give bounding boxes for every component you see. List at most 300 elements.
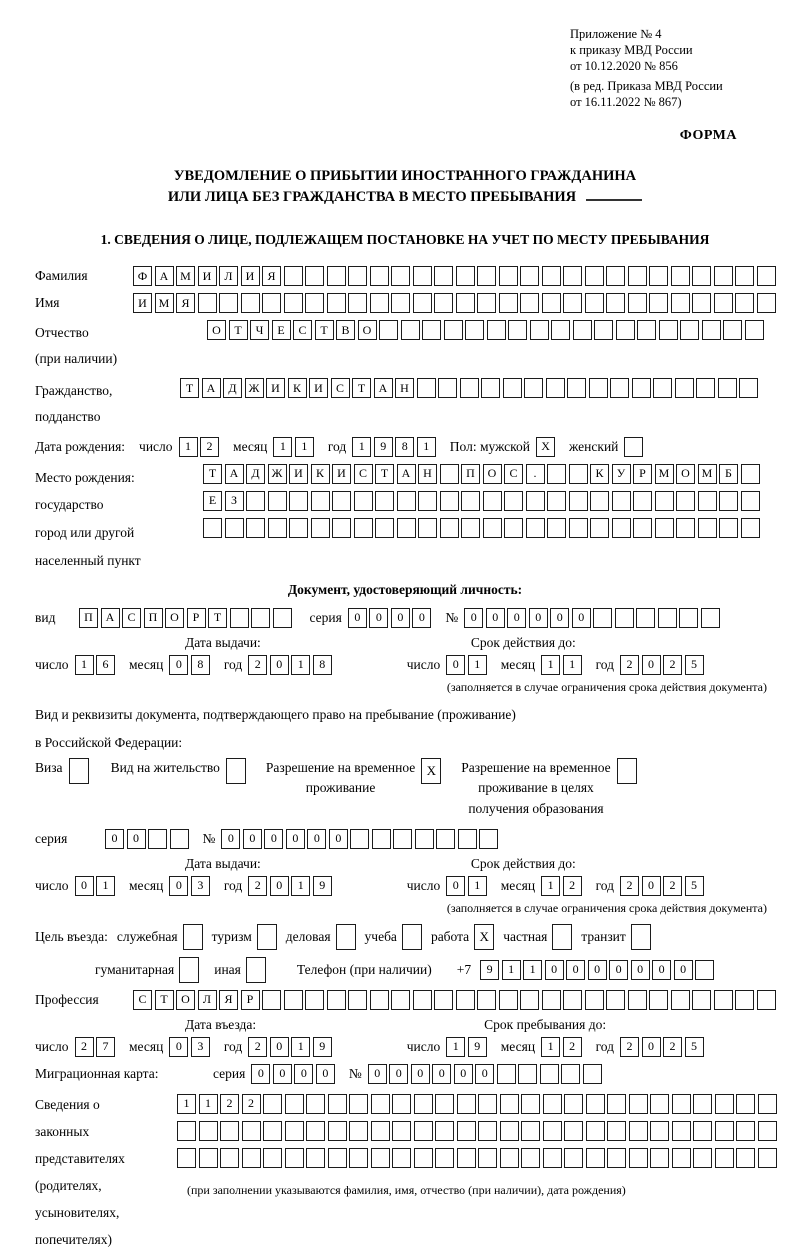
- char-cell[interactable]: Н: [418, 464, 437, 484]
- char-cell[interactable]: [438, 378, 457, 398]
- char-cell[interactable]: 0: [307, 829, 326, 849]
- char-cell[interactable]: [328, 1121, 347, 1141]
- char-cell[interactable]: 3: [191, 1037, 210, 1057]
- char-cell[interactable]: 1: [352, 437, 371, 457]
- char-cell[interactable]: [547, 464, 566, 484]
- char-cell[interactable]: 0: [251, 1064, 270, 1084]
- char-cell[interactable]: [585, 266, 604, 286]
- char-cell[interactable]: 1: [523, 960, 542, 980]
- char-cell[interactable]: [628, 990, 647, 1010]
- residence-permit-checkbox[interactable]: [226, 758, 246, 784]
- char-cell[interactable]: [607, 1121, 626, 1141]
- char-cell[interactable]: [610, 378, 629, 398]
- char-cell[interactable]: [350, 829, 369, 849]
- char-cell[interactable]: [262, 990, 281, 1010]
- char-cell[interactable]: [246, 957, 266, 983]
- char-cell[interactable]: 3: [191, 876, 210, 896]
- char-cell[interactable]: 0: [674, 960, 693, 980]
- char-cell[interactable]: 2: [663, 655, 682, 675]
- char-cell[interactable]: Т: [208, 608, 227, 628]
- char-cell[interactable]: 0: [507, 608, 526, 628]
- char-cell[interactable]: [564, 1121, 583, 1141]
- char-cell[interactable]: [607, 1094, 626, 1114]
- birth-year-field[interactable]: [352, 437, 436, 457]
- char-cell[interactable]: [499, 293, 518, 313]
- char-cell[interactable]: [672, 1121, 691, 1141]
- char-cell[interactable]: [289, 491, 308, 511]
- char-cell[interactable]: [736, 1094, 755, 1114]
- char-cell[interactable]: [655, 491, 674, 511]
- char-cell[interactable]: [371, 1148, 390, 1168]
- char-cell[interactable]: [569, 491, 588, 511]
- char-cell[interactable]: [500, 1148, 519, 1168]
- char-cell[interactable]: Т: [229, 320, 248, 340]
- char-cell[interactable]: 0: [454, 1064, 473, 1084]
- char-cell[interactable]: [284, 266, 303, 286]
- char-cell[interactable]: [723, 320, 742, 340]
- char-cell[interactable]: 0: [389, 1064, 408, 1084]
- temp-res-checkbox[interactable]: [421, 758, 441, 784]
- char-cell[interactable]: [199, 1148, 218, 1168]
- char-cell[interactable]: [311, 518, 330, 538]
- char-cell[interactable]: 0: [105, 829, 124, 849]
- id-issue-day-field[interactable]: [75, 655, 116, 675]
- char-cell[interactable]: [414, 1094, 433, 1114]
- char-cell[interactable]: [397, 491, 416, 511]
- char-cell[interactable]: [567, 378, 586, 398]
- char-cell[interactable]: 0: [270, 876, 289, 896]
- char-cell[interactable]: [563, 990, 582, 1010]
- char-cell[interactable]: 0: [464, 608, 483, 628]
- char-cell[interactable]: [457, 1094, 476, 1114]
- char-cell[interactable]: [714, 293, 733, 313]
- char-cell[interactable]: [379, 320, 398, 340]
- char-cell[interactable]: Е: [272, 320, 291, 340]
- char-cell[interactable]: [631, 924, 651, 950]
- char-cell[interactable]: [375, 518, 394, 538]
- char-cell[interactable]: М: [155, 293, 174, 313]
- char-cell[interactable]: Ч: [250, 320, 269, 340]
- char-cell[interactable]: .: [526, 464, 545, 484]
- char-cell[interactable]: [306, 1121, 325, 1141]
- char-cell[interactable]: [284, 990, 303, 1010]
- char-cell[interactable]: 0: [127, 829, 146, 849]
- char-cell[interactable]: О: [483, 464, 502, 484]
- char-cell[interactable]: С: [331, 378, 350, 398]
- char-cell[interactable]: К: [288, 378, 307, 398]
- sex-male-checkbox[interactable]: [536, 437, 555, 457]
- stay-month-field[interactable]: [541, 1037, 582, 1057]
- char-cell[interactable]: С: [354, 464, 373, 484]
- char-cell[interactable]: [629, 1121, 648, 1141]
- char-cell[interactable]: 0: [75, 876, 94, 896]
- char-cell[interactable]: А: [101, 608, 120, 628]
- char-cell[interactable]: [715, 1094, 734, 1114]
- char-cell[interactable]: [714, 990, 733, 1010]
- char-cell[interactable]: [392, 1094, 411, 1114]
- char-cell[interactable]: [242, 1121, 261, 1141]
- char-cell[interactable]: 9: [313, 876, 332, 896]
- char-cell[interactable]: [354, 491, 373, 511]
- char-cell[interactable]: 0: [411, 1064, 430, 1084]
- res-issue-day-field[interactable]: [75, 876, 116, 896]
- char-cell[interactable]: [590, 518, 609, 538]
- id-issue-year-field[interactable]: [248, 655, 332, 675]
- char-cell[interactable]: [219, 293, 238, 313]
- entry-day-field[interactable]: [75, 1037, 116, 1057]
- char-cell[interactable]: 0: [169, 655, 188, 675]
- char-cell[interactable]: [183, 924, 203, 950]
- char-cell[interactable]: 1: [291, 876, 310, 896]
- char-cell[interactable]: [456, 266, 475, 286]
- char-cell[interactable]: И: [289, 464, 308, 484]
- char-cell[interactable]: 0: [348, 608, 367, 628]
- char-cell[interactable]: 0: [642, 655, 661, 675]
- char-cell[interactable]: [246, 518, 265, 538]
- char-cell[interactable]: [348, 266, 367, 286]
- char-cell[interactable]: [546, 378, 565, 398]
- char-cell[interactable]: А: [155, 266, 174, 286]
- char-cell[interactable]: 0: [446, 655, 465, 675]
- char-cell[interactable]: [521, 1121, 540, 1141]
- char-cell[interactable]: [551, 320, 570, 340]
- char-cell[interactable]: [328, 1148, 347, 1168]
- business-checkbox[interactable]: [336, 924, 356, 950]
- char-cell[interactable]: [478, 1148, 497, 1168]
- surname-field[interactable]: [133, 266, 776, 286]
- char-cell[interactable]: [698, 491, 717, 511]
- char-cell[interactable]: [349, 1148, 368, 1168]
- char-cell[interactable]: 0: [412, 608, 431, 628]
- char-cell[interactable]: [606, 293, 625, 313]
- mig-series-field[interactable]: [251, 1064, 335, 1084]
- char-cell[interactable]: [547, 518, 566, 538]
- char-cell[interactable]: [563, 266, 582, 286]
- char-cell[interactable]: А: [225, 464, 244, 484]
- char-cell[interactable]: [606, 990, 625, 1010]
- char-cell[interactable]: [629, 1148, 648, 1168]
- char-cell[interactable]: [500, 1121, 519, 1141]
- char-cell[interactable]: X: [536, 437, 555, 457]
- char-cell[interactable]: [633, 491, 652, 511]
- char-cell[interactable]: 1: [541, 876, 560, 896]
- phone-field[interactable]: [480, 960, 714, 980]
- other-checkbox[interactable]: [246, 957, 266, 983]
- char-cell[interactable]: [585, 990, 604, 1010]
- char-cell[interactable]: Я: [262, 266, 281, 286]
- citizenship-field[interactable]: [180, 378, 758, 398]
- char-cell[interactable]: [543, 1148, 562, 1168]
- char-cell[interactable]: [655, 518, 674, 538]
- char-cell[interactable]: X: [474, 924, 494, 950]
- char-cell[interactable]: [629, 1094, 648, 1114]
- char-cell[interactable]: [478, 1094, 497, 1114]
- char-cell[interactable]: [741, 518, 760, 538]
- char-cell[interactable]: [435, 1094, 454, 1114]
- char-cell[interactable]: 0: [550, 608, 569, 628]
- char-cell[interactable]: [735, 293, 754, 313]
- char-cell[interactable]: [573, 320, 592, 340]
- char-cell[interactable]: [526, 518, 545, 538]
- res-valid-year-field[interactable]: [620, 876, 704, 896]
- char-cell[interactable]: 0: [545, 960, 564, 980]
- char-cell[interactable]: [372, 829, 391, 849]
- char-cell[interactable]: [633, 518, 652, 538]
- char-cell[interactable]: [327, 990, 346, 1010]
- char-cell[interactable]: [530, 320, 549, 340]
- humanitarian-checkbox[interactable]: [179, 957, 199, 983]
- char-cell[interactable]: 9: [313, 1037, 332, 1057]
- char-cell[interactable]: 1: [295, 437, 314, 457]
- char-cell[interactable]: [714, 266, 733, 286]
- char-cell[interactable]: 0: [273, 1064, 292, 1084]
- visa-checkbox[interactable]: [69, 758, 89, 784]
- char-cell[interactable]: 8: [191, 655, 210, 675]
- char-cell[interactable]: [632, 378, 651, 398]
- char-cell[interactable]: [413, 293, 432, 313]
- char-cell[interactable]: Р: [241, 990, 260, 1010]
- char-cell[interactable]: С: [122, 608, 141, 628]
- char-cell[interactable]: [246, 491, 265, 511]
- char-cell[interactable]: 2: [248, 1037, 267, 1057]
- entry-month-field[interactable]: [169, 1037, 210, 1057]
- char-cell[interactable]: И: [133, 293, 152, 313]
- char-cell[interactable]: [612, 491, 631, 511]
- char-cell[interactable]: [349, 1121, 368, 1141]
- char-cell[interactable]: 2: [620, 655, 639, 675]
- char-cell[interactable]: 0: [368, 1064, 387, 1084]
- char-cell[interactable]: 1: [179, 437, 198, 457]
- char-cell[interactable]: [741, 464, 760, 484]
- char-cell[interactable]: [616, 320, 635, 340]
- char-cell[interactable]: [586, 1148, 605, 1168]
- char-cell[interactable]: [354, 518, 373, 538]
- char-cell[interactable]: [671, 266, 690, 286]
- char-cell[interactable]: [327, 293, 346, 313]
- char-cell[interactable]: [693, 1121, 712, 1141]
- char-cell[interactable]: 5: [685, 876, 704, 896]
- char-cell[interactable]: [241, 293, 260, 313]
- char-cell[interactable]: [305, 293, 324, 313]
- char-cell[interactable]: [524, 378, 543, 398]
- char-cell[interactable]: [736, 1148, 755, 1168]
- char-cell[interactable]: О: [176, 990, 195, 1010]
- char-cell[interactable]: [520, 266, 539, 286]
- char-cell[interactable]: [540, 1064, 559, 1084]
- birth-day-field[interactable]: [179, 437, 220, 457]
- char-cell[interactable]: [349, 1094, 368, 1114]
- char-cell[interactable]: [653, 378, 672, 398]
- stay-day-field[interactable]: [446, 1037, 487, 1057]
- official-checkbox[interactable]: [183, 924, 203, 950]
- res-series-field[interactable]: [105, 829, 189, 849]
- char-cell[interactable]: [413, 266, 432, 286]
- char-cell[interactable]: [542, 266, 561, 286]
- char-cell[interactable]: 0: [572, 608, 591, 628]
- res-number-field[interactable]: [221, 829, 498, 849]
- char-cell[interactable]: 2: [563, 1037, 582, 1057]
- char-cell[interactable]: С: [293, 320, 312, 340]
- char-cell[interactable]: 0: [529, 608, 548, 628]
- char-cell[interactable]: X: [421, 758, 441, 784]
- birth-month-field[interactable]: [273, 437, 314, 457]
- id-valid-year-field[interactable]: [620, 655, 704, 675]
- char-cell[interactable]: [327, 266, 346, 286]
- char-cell[interactable]: [225, 518, 244, 538]
- char-cell[interactable]: [526, 491, 545, 511]
- res-issue-year-field[interactable]: [248, 876, 332, 896]
- char-cell[interactable]: 1: [177, 1094, 196, 1114]
- char-cell[interactable]: 0: [391, 608, 410, 628]
- char-cell[interactable]: [702, 320, 721, 340]
- char-cell[interactable]: [612, 518, 631, 538]
- char-cell[interactable]: 1: [199, 1094, 218, 1114]
- char-cell[interactable]: [698, 518, 717, 538]
- char-cell[interactable]: [257, 924, 277, 950]
- char-cell[interactable]: [414, 1121, 433, 1141]
- char-cell[interactable]: [504, 491, 523, 511]
- mig-number-field[interactable]: [368, 1064, 602, 1084]
- char-cell[interactable]: Т: [203, 464, 222, 484]
- study-checkbox[interactable]: [402, 924, 422, 950]
- char-cell[interactable]: [483, 491, 502, 511]
- char-cell[interactable]: 2: [620, 1037, 639, 1057]
- char-cell[interactable]: 2: [75, 1037, 94, 1057]
- char-cell[interactable]: [542, 293, 561, 313]
- char-cell[interactable]: [736, 1121, 755, 1141]
- char-cell[interactable]: [649, 266, 668, 286]
- char-cell[interactable]: [692, 266, 711, 286]
- name-field[interactable]: [133, 293, 776, 313]
- char-cell[interactable]: 0: [270, 1037, 289, 1057]
- char-cell[interactable]: [483, 518, 502, 538]
- char-cell[interactable]: [285, 1121, 304, 1141]
- char-cell[interactable]: 0: [652, 960, 671, 980]
- char-cell[interactable]: [435, 1148, 454, 1168]
- char-cell[interactable]: 0: [369, 608, 388, 628]
- char-cell[interactable]: [757, 266, 776, 286]
- char-cell[interactable]: [393, 829, 412, 849]
- char-cell[interactable]: [547, 491, 566, 511]
- tourism-checkbox[interactable]: [257, 924, 277, 950]
- char-cell[interactable]: [263, 1148, 282, 1168]
- char-cell[interactable]: [741, 491, 760, 511]
- char-cell[interactable]: [758, 1121, 777, 1141]
- char-cell[interactable]: 1: [75, 655, 94, 675]
- char-cell[interactable]: [370, 266, 389, 286]
- char-cell[interactable]: 1: [291, 1037, 310, 1057]
- char-cell[interactable]: [617, 758, 637, 784]
- char-cell[interactable]: 0: [432, 1064, 451, 1084]
- char-cell[interactable]: [402, 924, 422, 950]
- char-cell[interactable]: 2: [242, 1094, 261, 1114]
- char-cell[interactable]: [273, 608, 292, 628]
- char-cell[interactable]: О: [676, 464, 695, 484]
- char-cell[interactable]: [606, 266, 625, 286]
- char-cell[interactable]: [715, 1148, 734, 1168]
- char-cell[interactable]: [285, 1094, 304, 1114]
- char-cell[interactable]: [226, 758, 246, 784]
- char-cell[interactable]: [220, 1148, 239, 1168]
- char-cell[interactable]: Д: [246, 464, 265, 484]
- patronymic-field[interactable]: [207, 320, 764, 340]
- char-cell[interactable]: [586, 1094, 605, 1114]
- char-cell[interactable]: [306, 1094, 325, 1114]
- char-cell[interactable]: [758, 1148, 777, 1168]
- char-cell[interactable]: [348, 293, 367, 313]
- private-checkbox[interactable]: [552, 924, 572, 950]
- char-cell[interactable]: Р: [187, 608, 206, 628]
- char-cell[interactable]: 1: [541, 1037, 560, 1057]
- char-cell[interactable]: [671, 990, 690, 1010]
- char-cell[interactable]: [543, 1121, 562, 1141]
- char-cell[interactable]: 2: [248, 876, 267, 896]
- char-cell[interactable]: [487, 320, 506, 340]
- char-cell[interactable]: 0: [642, 876, 661, 896]
- char-cell[interactable]: И: [266, 378, 285, 398]
- char-cell[interactable]: [672, 1094, 691, 1114]
- char-cell[interactable]: [650, 1121, 669, 1141]
- char-cell[interactable]: [659, 320, 678, 340]
- char-cell[interactable]: [739, 378, 758, 398]
- char-cell[interactable]: [719, 518, 738, 538]
- char-cell[interactable]: А: [202, 378, 221, 398]
- char-cell[interactable]: 8: [313, 655, 332, 675]
- char-cell[interactable]: [757, 990, 776, 1010]
- char-cell[interactable]: [311, 491, 330, 511]
- char-cell[interactable]: С: [133, 990, 152, 1010]
- char-cell[interactable]: [649, 990, 668, 1010]
- char-cell[interactable]: 9: [480, 960, 499, 980]
- char-cell[interactable]: [735, 990, 754, 1010]
- char-cell[interactable]: [675, 378, 694, 398]
- char-cell[interactable]: 1: [468, 655, 487, 675]
- char-cell[interactable]: [263, 1094, 282, 1114]
- char-cell[interactable]: 0: [566, 960, 585, 980]
- char-cell[interactable]: М: [698, 464, 717, 484]
- char-cell[interactable]: 2: [220, 1094, 239, 1114]
- char-cell[interactable]: 2: [248, 655, 267, 675]
- char-cell[interactable]: [745, 320, 764, 340]
- char-cell[interactable]: [564, 1094, 583, 1114]
- char-cell[interactable]: [569, 464, 588, 484]
- char-cell[interactable]: [230, 608, 249, 628]
- char-cell[interactable]: П: [79, 608, 98, 628]
- char-cell[interactable]: Ж: [245, 378, 264, 398]
- char-cell[interactable]: [444, 320, 463, 340]
- char-cell[interactable]: [251, 608, 270, 628]
- char-cell[interactable]: [440, 518, 459, 538]
- temp-res-edu-checkbox[interactable]: [617, 758, 637, 784]
- char-cell[interactable]: [199, 1121, 218, 1141]
- char-cell[interactable]: [285, 1148, 304, 1168]
- char-cell[interactable]: [465, 320, 484, 340]
- char-cell[interactable]: [348, 990, 367, 1010]
- char-cell[interactable]: 0: [316, 1064, 335, 1084]
- char-cell[interactable]: [561, 1064, 580, 1084]
- char-cell[interactable]: [676, 491, 695, 511]
- char-cell[interactable]: 6: [96, 655, 115, 675]
- char-cell[interactable]: [586, 1121, 605, 1141]
- char-cell[interactable]: [461, 491, 480, 511]
- char-cell[interactable]: 0: [286, 829, 305, 849]
- char-cell[interactable]: [477, 266, 496, 286]
- char-cell[interactable]: [456, 293, 475, 313]
- char-cell[interactable]: 2: [663, 1037, 682, 1057]
- char-cell[interactable]: 0: [221, 829, 240, 849]
- char-cell[interactable]: [332, 491, 351, 511]
- char-cell[interactable]: [306, 1148, 325, 1168]
